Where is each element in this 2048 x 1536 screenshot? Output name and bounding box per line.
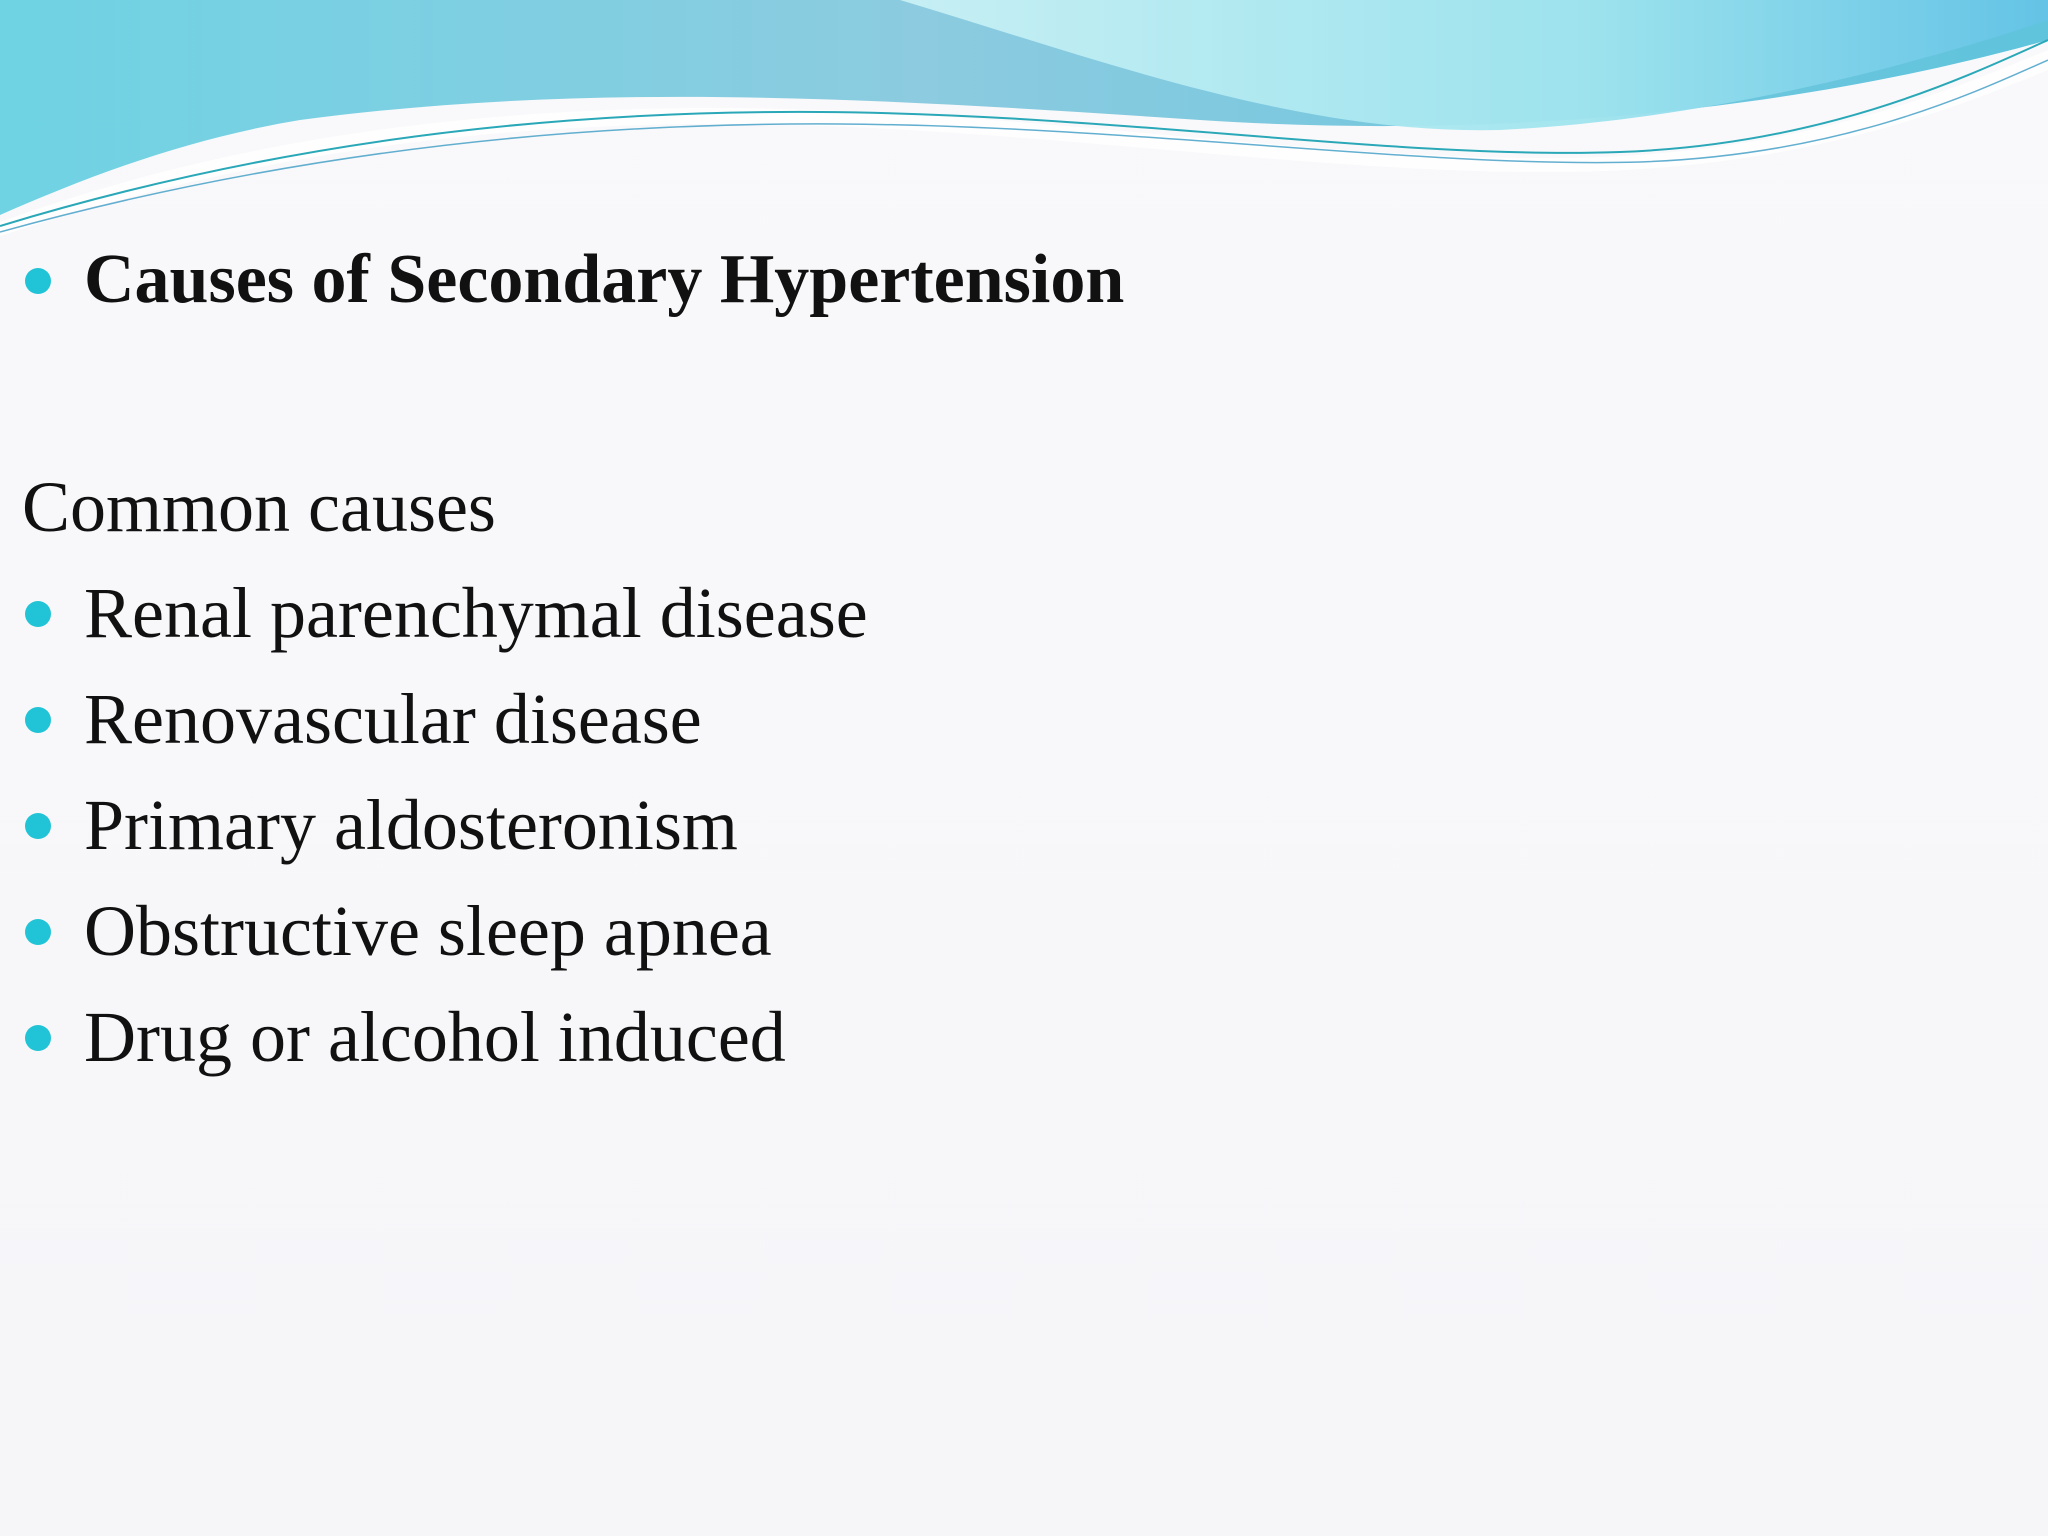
list-item [22, 666, 1922, 772]
bullet-dot-icon [25, 268, 51, 294]
list-item-text: Renovascular disease [84, 679, 702, 759]
bullet-dot-icon [25, 601, 51, 627]
list-item-text: Drug or alcohol induced [84, 997, 786, 1077]
list-item [22, 878, 1922, 984]
bullet-dot-icon [25, 707, 51, 733]
slide-content [22, 230, 1922, 1090]
bullet-dot-icon [25, 1025, 51, 1051]
list-item [22, 560, 1922, 666]
bullet-dot-icon [25, 919, 51, 945]
slide-title-bullet [22, 230, 1922, 330]
list-item-text: Primary aldosteronism [84, 785, 738, 865]
bullet-dot-icon [25, 813, 51, 839]
list-item-text: Obstructive sleep apnea [84, 891, 772, 971]
list-item [22, 984, 1922, 1090]
header-wave-decoration [0, 0, 2048, 240]
list-item-text: Renal parenchymal disease [84, 573, 868, 653]
subheading: Common causes [22, 467, 496, 547]
slide-title: Causes of Secondary Hypertension [84, 241, 1125, 318]
list-item [22, 772, 1922, 878]
